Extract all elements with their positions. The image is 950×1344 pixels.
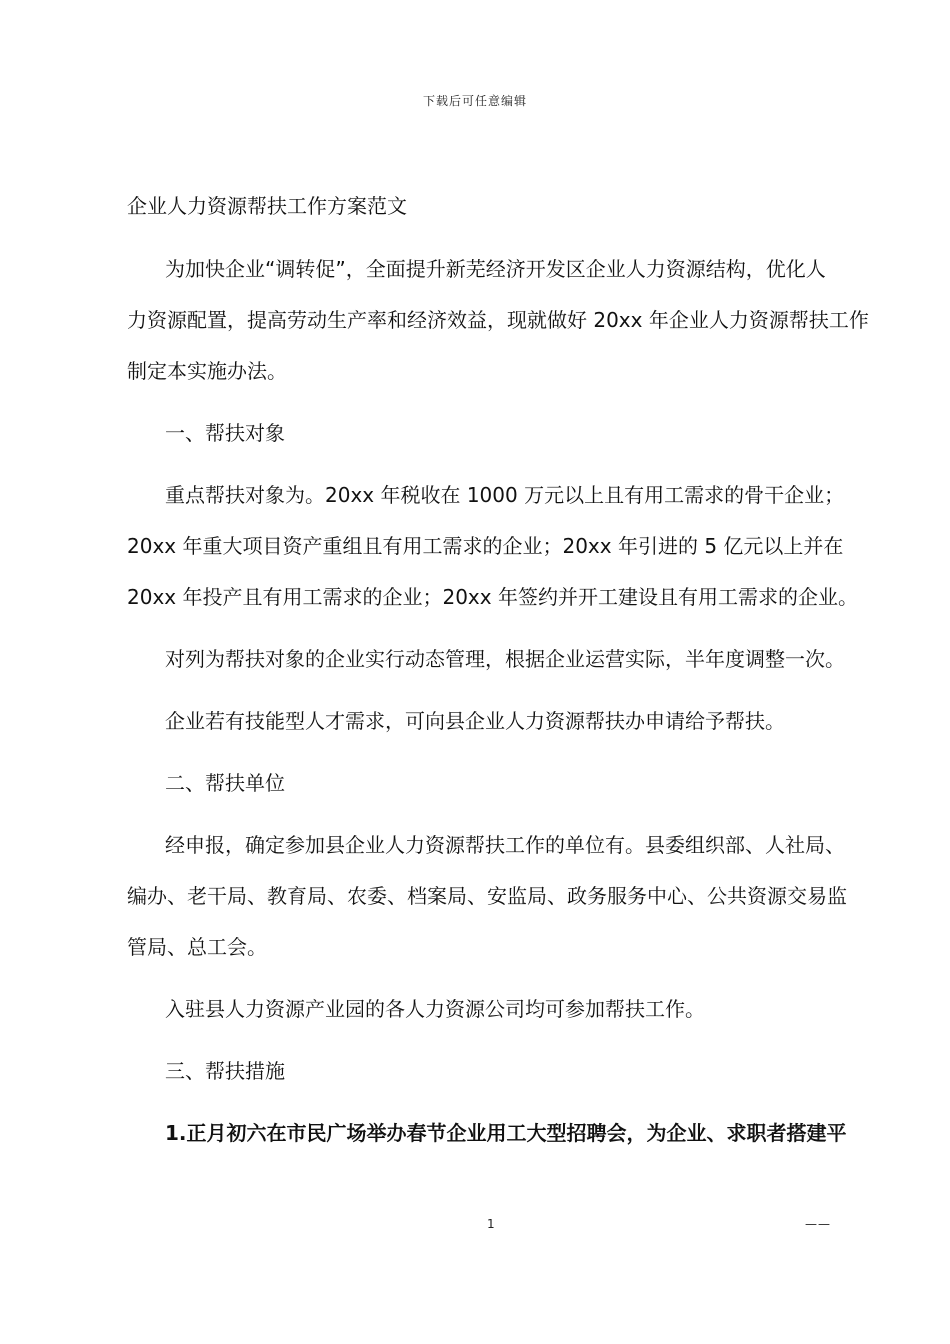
paragraph-line: 编办、老干局、教育局、农委、档案局、安监局、政务服务中心、公共资源交易监 [127,884,847,908]
section1-paragraph1 [127,470,858,623]
intro-line: 力资源配置，提高劳动生产率和经济效益，现就做好 20xx 年企业人力资源帮扶工作 [127,308,869,332]
section2-paragraph2: 入驻县人力资源产业园的各人力资源公司均可参加帮扶工作。 [165,997,705,1021]
header-note: 下载后可任意编辑 [422,94,527,108]
section1-heading: 一、帮扶对象 [165,421,285,445]
section2-heading: 二、帮扶单位 [165,771,285,795]
section3-heading: 三、帮扶措施 [165,1059,285,1083]
paragraph-line: 重点帮扶对象为。20xx 年税收在 1000 万元以上且有用工需求的骨干企业； [165,483,845,507]
section1-paragraph2: 对列为帮扶对象的企业实行动态管理，根据企业运营实际，半年度调整一次。 [165,647,845,671]
section1-paragraph3: 企业若有技能型人才需求，可向县企业人力资源帮扶办申请给予帮扶。 [165,709,785,733]
document-body [127,184,869,1159]
page-number: 1 [487,1217,495,1231]
paragraph-line: 经申报，确定参加县企业人力资源帮扶工作的单位有。县委组织部、人社局、 [165,833,845,857]
document-title: 企业人力资源帮扶工作方案范文 [127,194,407,218]
section3-item1: 1.正月初六在市民广场举办春节企业用工大型招聘会，为企业、求职者搭建平 [165,1121,847,1145]
section2-paragraph1 [127,820,847,973]
paragraph-line: 20xx 年投产且有用工需求的企业；20xx 年签约并开工建设且有用工需求的企业。 [127,585,858,609]
paragraph-line: 管局、总工会。 [127,935,267,959]
intro-paragraph [127,244,869,397]
footer-dash: —— [805,1217,831,1231]
paragraph-line: 20xx 年重大项目资产重组且有用工需求的企业；20xx 年引进的 5 亿元以上并在 [127,534,844,558]
intro-line: 为加快企业“调转促”，全面提升新芜经济开发区企业人力资源结构，优化人 [165,257,826,281]
intro-line: 制定本实施办法。 [127,359,287,383]
